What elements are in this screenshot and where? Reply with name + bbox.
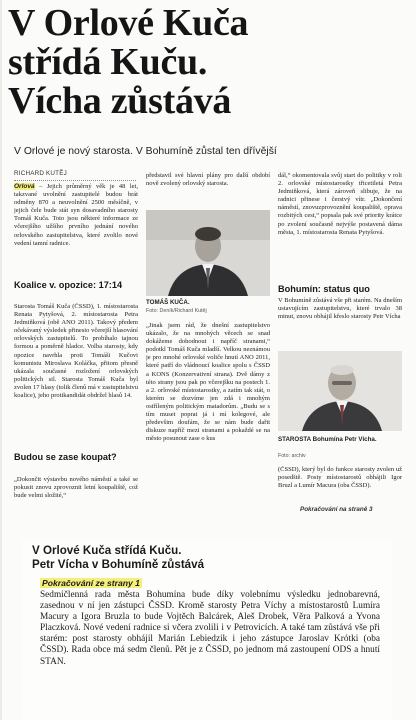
dateline: Orlová — [14, 183, 35, 190]
continued-from-page: Pokračování ze strany 1 — [42, 578, 140, 588]
headline-line-1: V Orlové Kuča — [8, 2, 249, 44]
portrait-image-vicha — [278, 351, 402, 431]
continuation-title — [32, 544, 204, 571]
photo-petr-vicha — [278, 351, 402, 431]
caption-petr-vicha — [278, 436, 402, 443]
continuation-title-line-2: Petr Vícha v Bohumíně zůstává — [32, 557, 205, 571]
section-heading-koalice: Koalice v. opozice: 17:14 — [14, 280, 123, 290]
photo-credit-kuca: Foto: Deník/Richard Kutěj — [146, 308, 207, 314]
lead-paragraph: – Jejich průměrný věk je 48 let, takzvané uvolnění zastupitelé budou brát odměny 870 a neuvolnění 2500 měsíčně, v jejich čele bude stát syn dosavadního starosty Tomáš Kuča. Toto jsou některé informace ze včerejšího užšího prvního jednání nového orlovského zastupitelstva, které zvolilo nové vedení tamní radnice. — [14, 183, 138, 247]
photo-credit-vicha: Foto: archiv — [278, 453, 306, 459]
section-heading-bohumin: Bohumín: status quo — [278, 284, 370, 294]
byline: RICHARD KUTĚJ — [14, 170, 67, 177]
section-body-bohumin: V Bohumíně zůstává vše při starém. Na dneším ustavujícím zastupitelstvu, které trvalo 38 minut, znovu obhájil křeslo starosty Petr Vícha — [278, 297, 402, 321]
caption-name-vicha: STAROSTA Bohumína Petr Vícha. — [278, 436, 377, 443]
continuation-body: Sedmičlenná rada města Bohumína bude díky volebnímu výsledku jednobarevná, zasednou v ní jen zástupci ČSSD. Kromě starosty Petra Víchy a místostarostů Lumíra Macury a Igora Bruzla to bude Vojtěch Balcárek, Aleš Drobek, Věra Palková a Yvona Placzková. Nové vedení radnice si včera zvolili i v Petrovicích. A také tam zůstává vše při starém: post starosty obhájil Marián Lebiedzik i jeho zástupce Jaroslav Krótki (oba ČSSD). Rada obce má sedm členů. Pět je z ČSSD, po jednom má zastoupení ODS a hnutí STAN. — [40, 590, 380, 667]
caption-name: TOMÁŠ KUČA. — [146, 299, 190, 306]
portrait-image — [146, 210, 270, 296]
column-3-top: dál,“ okomentovala svůj start do politiky v roli 2. orlovské místostarostky třicetiletá Petra Jedmiňková, která zároveň slibuje, že na radnici přinese i čerstvý vítr. „Dokončení náměstí, znovuzprovoznění koupaliště, oprava rozbitých cest,“ popsala pak své priority krátce po zvolení současně nejvýše postavená dáma města, 1. místostarosta Renata Pytyšová. — [278, 172, 402, 236]
column-2-top: představil své hlavní plány pro další období nově zvolený orlovský starosta. — [146, 172, 270, 188]
byline-divider — [14, 180, 136, 181]
section-body-koalice: Starosta Tomáš Kuča (ČSSD), 1. místostarosta Renata Pytyšová, 2. místostarosta Petra Jedmiňková (obě ANO 2011). Takový předem očekávaný výsledek přinesio včerejší hlasování orlovských zastupitelů. To probíhalo tajnou formou a poměrně hladce. Volba starosty, kdy opozice navrhla proti Tomáši Kučovi komunistu Miroslava Koláčka, přitom přesně ukázala současné rozložení orlovských politických sil. Starosta Tomáš Kuča byl zvolen 17 hlasy (tolik členů má v zastupitelstvu koalice), jeho protikandidát obdržel hlasů 14. — [14, 303, 138, 400]
section-body-koupaliste: „Dokončit výstavbu nového náměstí a také se pokusit znovu zprovoznit letní koupaliště, což bude velmi složité,“ — [14, 476, 138, 500]
headline — [8, 4, 412, 121]
column-1-lead — [14, 183, 138, 270]
caption-tomas-kuca — [146, 299, 270, 306]
column-3-bottom: (ČSSD), který byl do funkce starosty zvolen už posedště. Posty místostarostů obhájili Igor Bruzl a Lumír Macura (oba ČSSD). — [278, 466, 402, 490]
continued-on-page: Pokračování na straně 3 — [300, 506, 373, 513]
continuation-title-line-1: V Orlové Kuča střídá Kuču. — [32, 544, 182, 557]
headline-line-3: Vícha zůstává — [8, 80, 232, 122]
subheadline: V Orlové je nový starosta. V Bohumíně zůstal ten dřívější — [14, 146, 277, 157]
photo-tomas-kuca — [146, 210, 270, 296]
headline-line-2: střídá Kuču. — [8, 41, 208, 83]
column-2-body: „Jinak jsem rád, že dnešní zastupitelstvo ukázalo, že na mnohých věcech se snad dokážeme dohodnout i napříč stranami,“ podotkl Tomáš Kuča mladší. Velkou neznámou je pro mnohé orlovské voliče hnutí ANO 2011, které patří do vládnoucí koalice spolu s ČSSD a KONS (Konzervativní strana). Dvě dámy z této strany jsou pak po včerejšku na postech 1. a 2. orlovské místostarostky, a zatím tak stát, o kterém se dozvíme jen zdá i mnohým ostříleným politickým matadorům. „Budu se s tím muset poprat já i mí kolegové, ale předevšim doufám, že se nám bude dařit diskuze napříč mezi stranami a pokaždé se na město posunout zase o kus — [146, 322, 270, 443]
section-heading-koupaliste: Budou se zase koupat? — [14, 452, 117, 462]
